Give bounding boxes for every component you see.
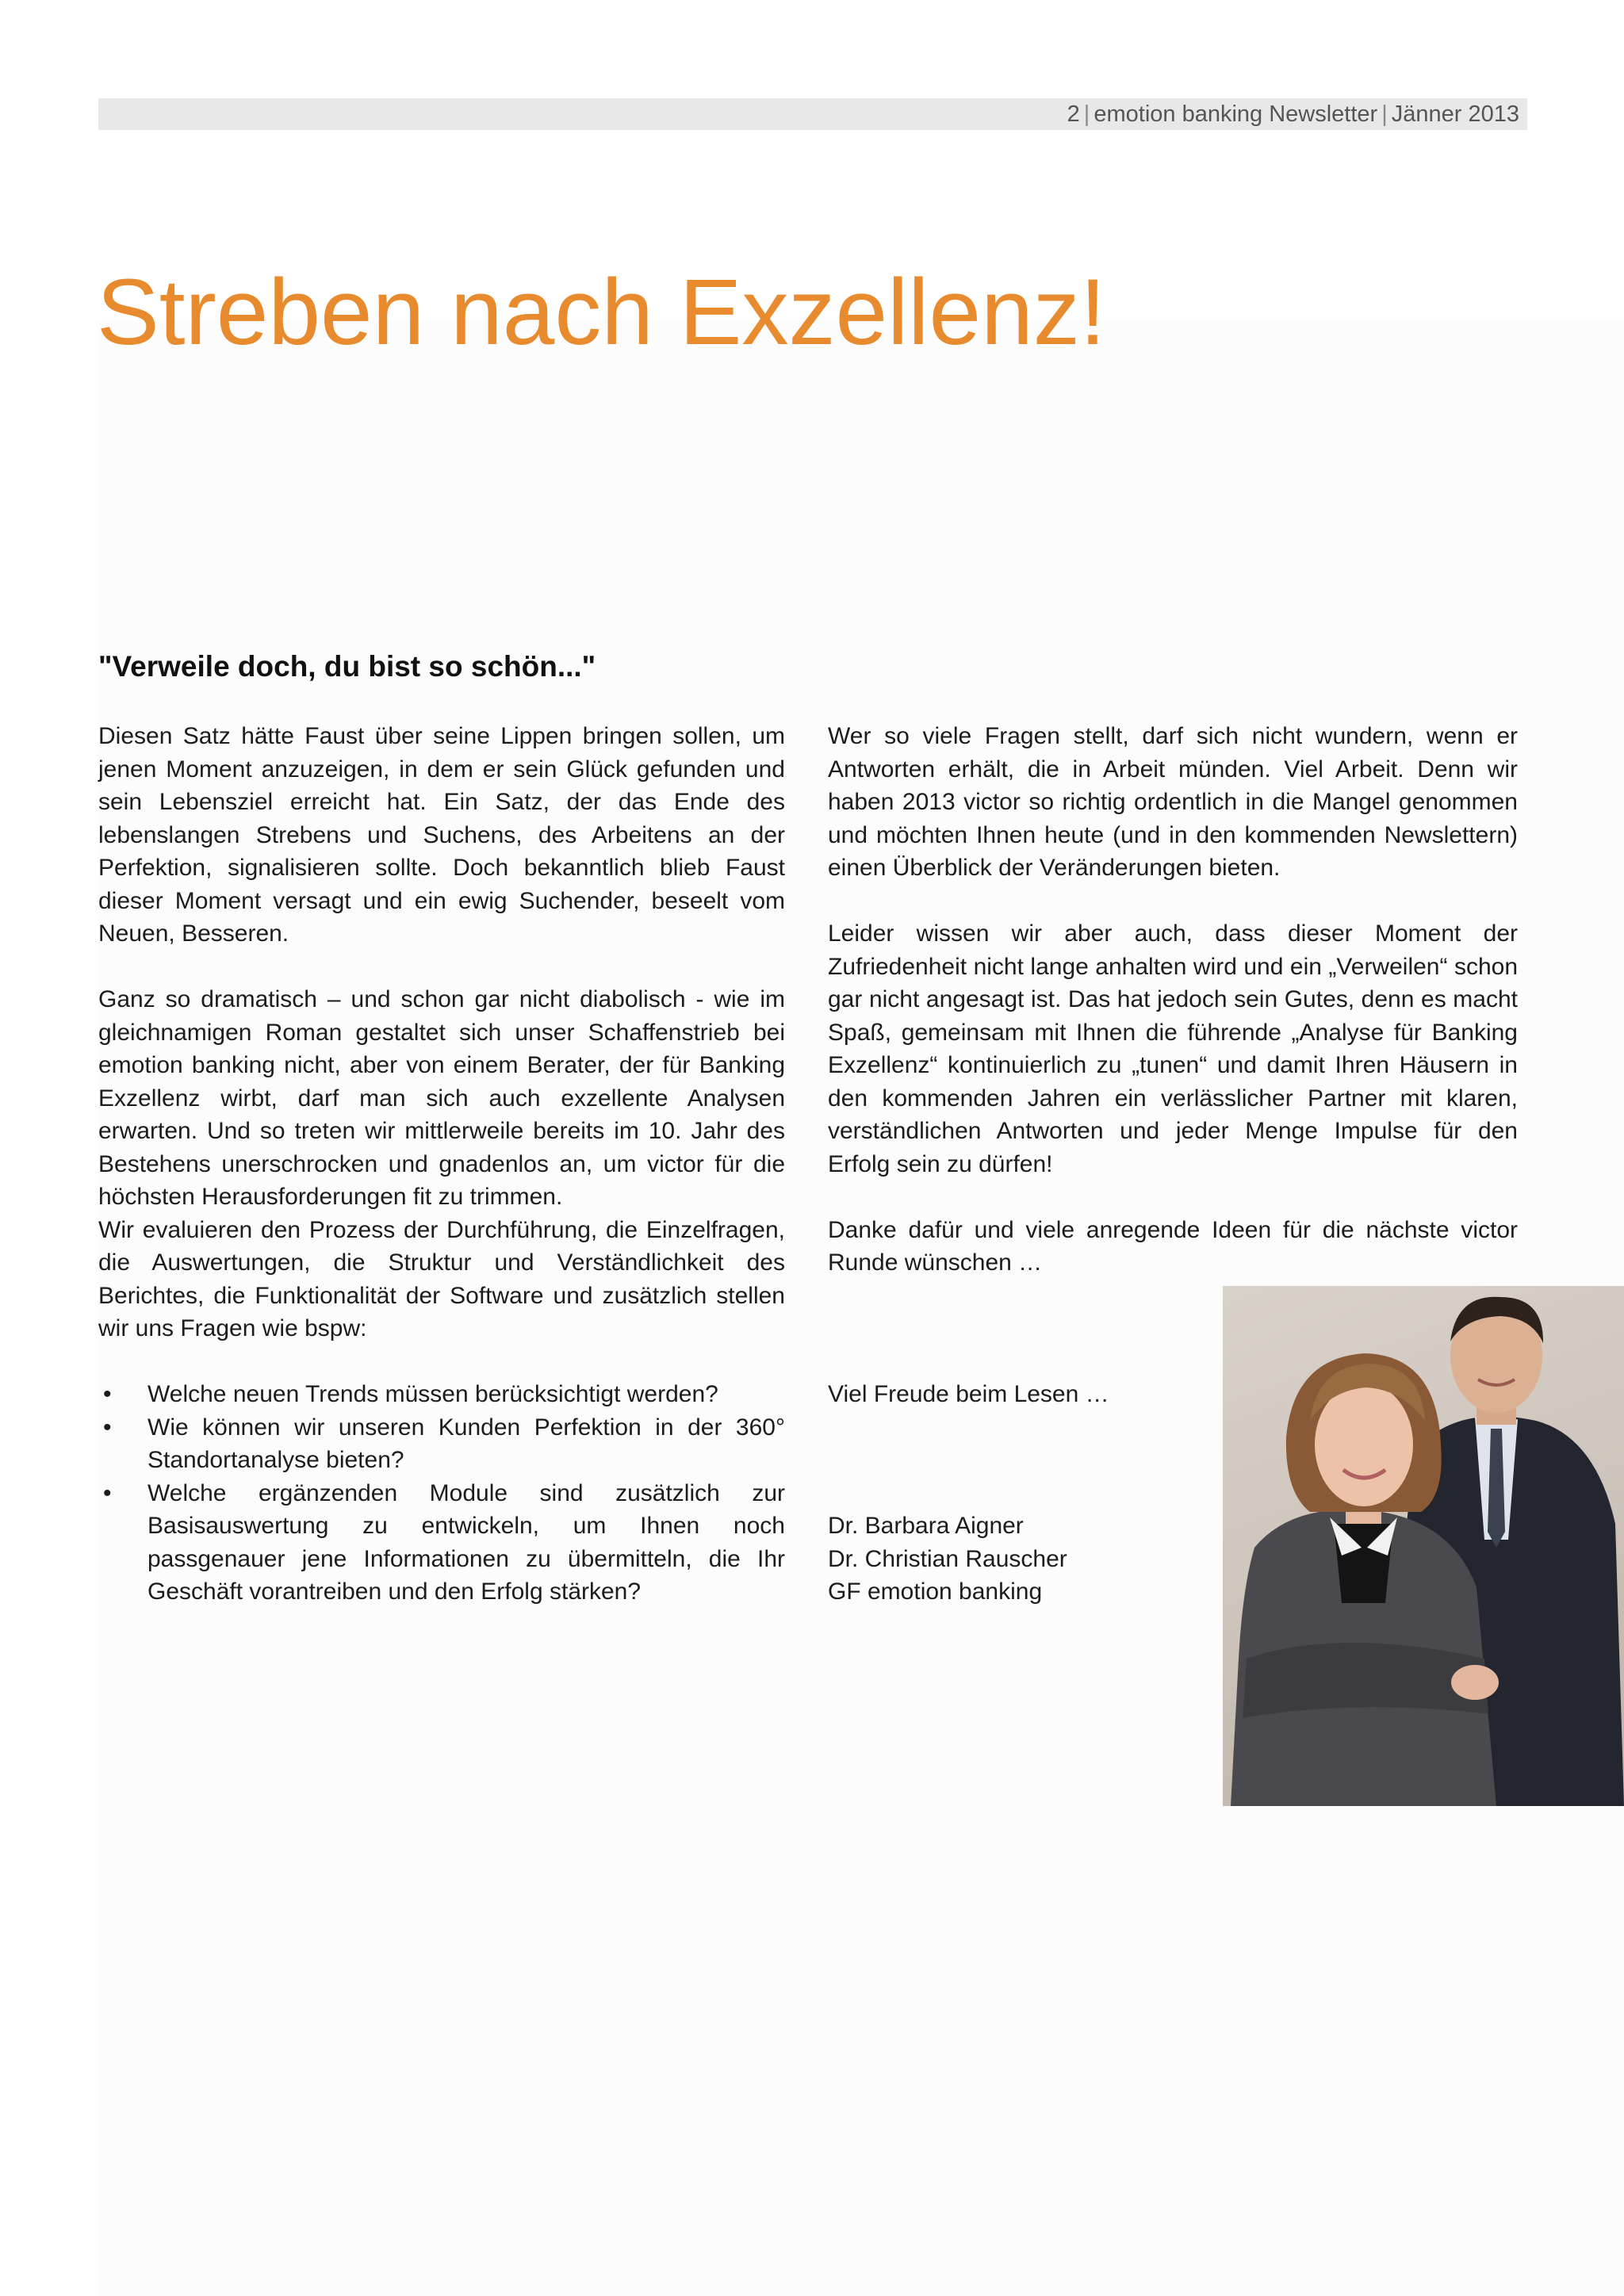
bullet-icon: • (103, 1414, 112, 1441)
signature-role: GF emotion banking (828, 1578, 1043, 1605)
header-separator: | (1083, 101, 1090, 127)
question-list (98, 1378, 785, 1609)
header-separator: | (1381, 101, 1388, 127)
bullet-icon: • (103, 1479, 112, 1506)
page-header-text (1067, 100, 1519, 128)
page-header-bar (98, 98, 1527, 130)
bullet-icon: • (103, 1381, 112, 1407)
closing-line: Viel Freude beim Lesen … (828, 1381, 1109, 1407)
list-item-text: Welche ergänzenden Module sind zusätzlich zur Basisauswertung zu entwickeln, um Ihnen noch passgenauer jene Informationen zu übermitteln, die Ihr Geschäft vorantreiben und den Erfolg stärken? (147, 1479, 785, 1605)
publication-name: emotion banking Newsletter (1094, 101, 1378, 127)
list-item (98, 1378, 785, 1411)
paragraph: Wer so viele Fragen stellt, darf sich nicht wundern, wenn er Antworten erhält, die in Arbeit münden. Viel Arbeit. Denn wir haben 2013 victor so richtig ordentlich in die Mangel genommen und möchten Ihnen heute (und in den kommenden Newslettern) einen Überblick der Veränderungen bieten. (828, 723, 1518, 881)
page-title: Streben nach Exzellenz! (97, 260, 1106, 365)
authors-photo (1223, 1286, 1624, 1806)
signature-name: Dr. Christian Rauscher (828, 1545, 1067, 1572)
paragraph: Wir evaluieren den Prozess der Durchführung, die Einzelfragen, die Auswertungen, die Struktur und Verständlichkeit des Berichtes, die Funktionalität der Software und zusätzlich stellen wir uns Fragen wie bspw: (98, 1216, 785, 1341)
signature-name: Dr. Barbara Aigner (828, 1513, 1024, 1539)
paragraph: Diesen Satz hätte Faust über seine Lippen bringen sollen, um jenen Moment anzuzeigen, in dem er sein Glück gefunden und sein Lebensziel erreicht hat. Ein Satz, der das Ende des lebenslangen Strebens und Suchens, des Arbeitens an der Perfektion, signalisieren sollte. Doch bekanntlich blieb Faust dieser Moment versagt und ein ewig Suchender, beseelt vom Neuen, Besseren. (98, 723, 785, 947)
paragraph: Leider wissen wir aber auch, dass dieser Moment der Zufriedenheit nicht lange anhalten wird und ein „Verweilen“ schon gar nicht angesagt ist. Das hat jedoch sein Gutes, denn es macht Spaß, gemeinsam mit Ihnen die führende „Analyse für Banking Exzellenz“ kontinuierlich zu „tunen“ und damit Ihren Häusern in den kommenden Jahren ein verlässlicher Partner mit klaren, verständlichen Antworten und jeder Menge Impulse für den Erfolg sein zu dürfen! (828, 920, 1518, 1177)
page-number: 2 (1067, 101, 1080, 127)
left-text-column (98, 720, 785, 1609)
paragraph: Danke dafür und viele anregende Ideen für die nächste victor Runde wünschen … (828, 1216, 1518, 1276)
list-item-text: Welche neuen Trends müssen berücksichtigt werden? (147, 1381, 718, 1407)
list-item (98, 1477, 785, 1609)
list-item-text: Wie können wir unseren Kunden Perfektion in der 360° Standortanalyse bieten? (147, 1414, 785, 1473)
article-subheading: "Verweile doch, du bist so schön..." (98, 650, 596, 683)
paragraph: Ganz so dramatisch – und schon gar nicht diabolisch - wie im gleichnamigen Roman gestaltet sich unser Schaffenstrieb bei emotion banking nicht, aber von einem Berater, der für Banking Exzellenz wirbt, darf man sich auch exzellente Analysen erwarten. Und so treten wir mittlerweile bereits im 10. Jahr des Bestehens unerschrocken und gnadenlos an, um victor für die höchsten Herausforderungen fit zu trimmen. (98, 986, 785, 1210)
list-item (98, 1411, 785, 1477)
authors-photo-illustration (1223, 1286, 1624, 1806)
issue-date: Jänner 2013 (1391, 101, 1519, 127)
